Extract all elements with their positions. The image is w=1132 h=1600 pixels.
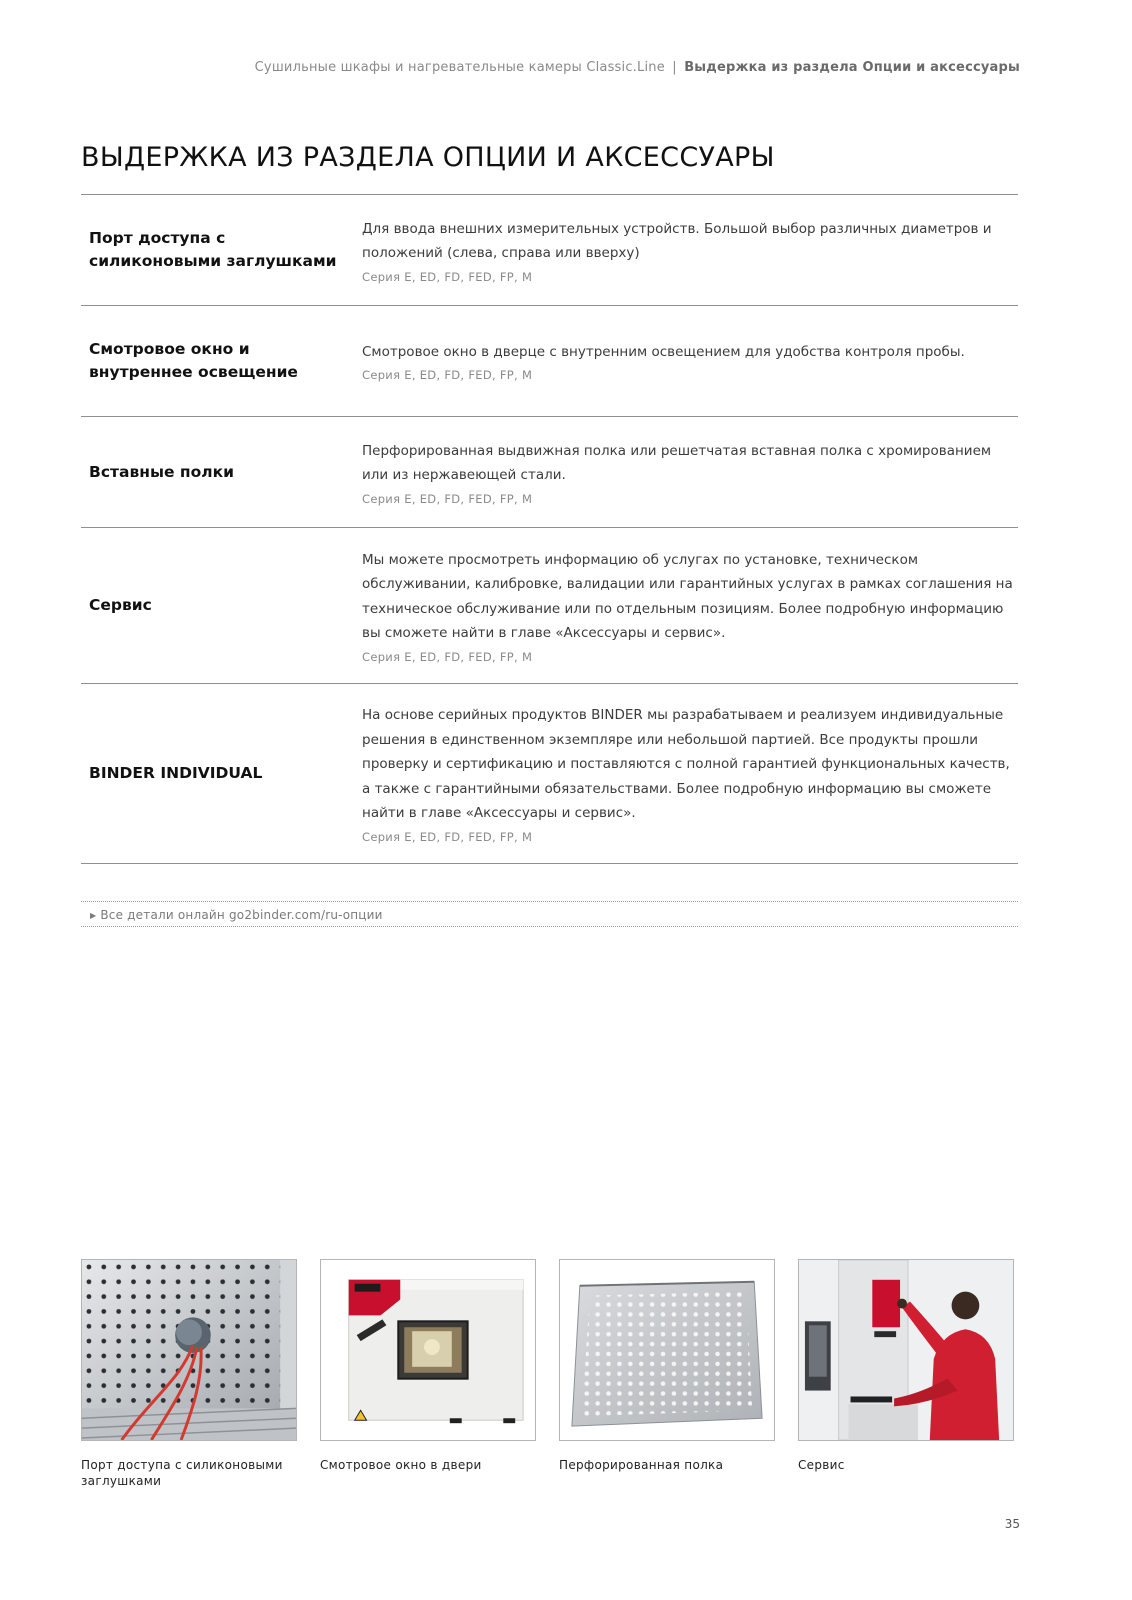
option-name: Смотровое окно и внутреннее освещение [89,340,298,381]
option-description: На основе серийных продуктов BINDER мы разрабатываем и реализуем индивидуальные решения в единственном экземпляре или небольшой партией. Все продукты прошли проверку и сертификацию и поставляются с полной гарантией функциональных качеств, а также с гарантийными обязательствами. Более подробную информацию вы сможете найти в главе «Аксессуары и сервис». [362,707,1010,822]
access-port-photo [81,1259,297,1441]
option-row [81,306,1018,417]
option-series: Серия E, ED, FD, FED, FP, M [362,649,533,664]
option-row [81,528,1018,684]
option-description: Смотровое окно в дверце с внутренним освещением для удобства контроля пробы. [362,343,965,360]
option-content [352,340,1018,383]
photo-caption: Порт доступа с силиконовыми заглушками [81,1458,283,1488]
option-description: Для ввода внешних измерительных устройств. Большой выбор различных диаметров и положений (слева, справа или вверху) [362,220,992,261]
option-content [352,439,1018,506]
details-link[interactable] [81,901,1018,927]
option-series: Серия E, ED, FD, FED, FP, M [362,269,533,284]
option-name: Порт доступа с силиконовыми заглушками [89,229,337,270]
header-section: Сушильные шкафы и нагревательные камеры Classic.Line [254,60,665,75]
option-row [81,195,1018,306]
option-description: Перфорированная выдвижная полка или решетчатая вставная полка с хромированием или из нержавеющей стали. [362,442,992,483]
running-header [255,60,1020,75]
option-content [352,548,1018,664]
option-content [352,217,1018,284]
header-chapter: Выдержка из раздела Опции и аксессуары [684,60,1020,75]
triangle-right-icon: ▶ [90,911,97,920]
viewing-window-photo [320,1259,536,1441]
photo-caption: Сервис [798,1458,845,1472]
photo-caption: Смотровое окно в двери [320,1458,482,1472]
option-series: Серия E, ED, FD, FED, FP, M [362,368,533,383]
options-table [81,194,1018,864]
header-separator: | [672,60,677,75]
photo-caption: Перфорированная полка [559,1458,724,1472]
service-photo [798,1259,1014,1441]
option-name: BINDER INDIVIDUAL [89,764,263,782]
option-description: Мы можете просмотреть информацию об услугах по установке, техническом обслуживании, калибровке, валидации или гарантийных услугах в рамках соглашения на техническое обслуживание или по отдельным позициям. Более подробную информацию вы сможете найти в главе «Аксессуары и сервис». [362,551,1013,641]
option-name: Сервис [89,596,152,614]
option-row [81,417,1018,528]
perforated-shelf-photo [559,1259,775,1441]
option-content [352,703,1018,844]
option-row [81,684,1018,864]
page-title: ВЫДЕРЖКА ИЗ РАЗДЕЛА ОПЦИИ И АКСЕССУАРЫ [81,142,775,174]
option-series: Серия E, ED, FD, FED, FP, M [362,829,533,844]
option-series: Серия E, ED, FD, FED, FP, M [362,491,533,506]
option-name: Вставные полки [89,462,234,481]
page-number: 35 [1004,1517,1020,1531]
details-link-text: Все детали онлайн go2binder.com/ru-опции [100,908,383,922]
